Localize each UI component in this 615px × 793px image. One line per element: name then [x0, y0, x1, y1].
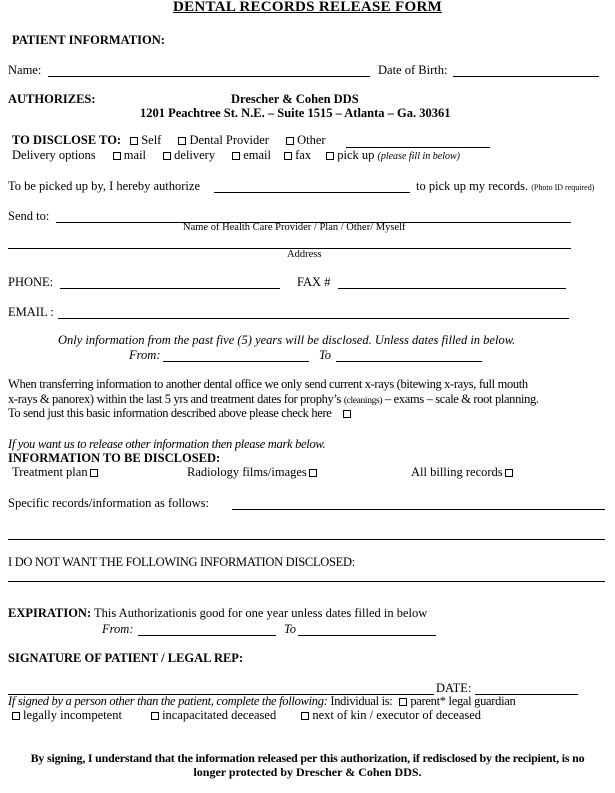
radiology-label: Radiology films/images — [187, 465, 307, 479]
fax-label: FAX # — [297, 275, 331, 289]
pickup-checkbox[interactable] — [326, 152, 334, 160]
email-checkbox[interactable] — [232, 152, 240, 160]
representative-row — [8, 694, 515, 708]
name-field[interactable] — [48, 62, 370, 77]
expiration-to-field[interactable] — [298, 621, 436, 636]
other-field[interactable] — [346, 133, 490, 148]
mail-checkbox[interactable] — [113, 152, 121, 160]
pickup-note: (please fill in below) — [377, 151, 460, 162]
transfer-line-2 — [8, 392, 539, 407]
notice-to-label: To — [319, 348, 332, 362]
basic-info-checkbox[interactable] — [343, 410, 351, 418]
billing-checkbox[interactable] — [505, 469, 513, 477]
address-caption: Address — [287, 249, 322, 260]
representative-row-2 — [10, 708, 481, 722]
send-to-label: Send to: — [8, 209, 50, 223]
practice-name: Drescher & Cohen DDS — [231, 92, 359, 106]
authorizes-label: AUTHORIZES: — [8, 92, 96, 106]
transfer-line-1: When transferring information to another dental office we only send current x-rays (bitewing x-rays, full mouth — [8, 377, 528, 391]
treatment-plan-checkbox[interactable] — [90, 469, 98, 477]
email-option-label: email — [243, 148, 271, 162]
mail-label: mail — [123, 148, 147, 162]
footer-line-1: By signing, I understand that the information released per this authorization, if redisclosed by the recipient, is no — [30, 751, 585, 765]
specific-records-field[interactable] — [232, 495, 605, 510]
disclose-row — [12, 133, 326, 147]
expiration-to-label: To — [284, 622, 297, 636]
incompetent-label: legally incompetent — [23, 708, 122, 722]
next-of-kin-checkbox[interactable] — [301, 712, 309, 720]
fax-checkbox[interactable] — [284, 152, 292, 160]
pickup-auth-before: To be picked up by, I hereby authorize — [8, 179, 200, 193]
name-label: Name: — [8, 63, 42, 77]
treatment-plan-label: Treatment plan — [12, 465, 88, 479]
delivery-option-label: delivery — [174, 148, 216, 162]
other-checkbox[interactable] — [286, 137, 294, 145]
dob-label: Date of Birth: — [378, 63, 448, 77]
radiology-checkbox[interactable] — [309, 469, 317, 477]
transfer-line-2a: x-rays & panorex) within the last 5 yrs and treatment dates for prophy’s — [8, 392, 342, 406]
deceased-checkbox[interactable] — [151, 712, 159, 720]
individual-label: Individual is: — [330, 694, 393, 708]
dental-provider-checkbox[interactable] — [178, 137, 186, 145]
signature-date-field[interactable] — [475, 680, 578, 695]
transfer-line-3 — [8, 406, 354, 420]
expiration-text: This Authorizationis good for one year unless dates filled in below — [94, 606, 428, 620]
phone-label: PHONE: — [8, 275, 54, 289]
delivery-checkbox[interactable] — [163, 152, 171, 160]
dental-provider-label: Dental Provider — [189, 133, 269, 147]
other-info-note: If you want us to release other information then please mark below. — [8, 437, 326, 451]
expiration-label: EXPIRATION: — [8, 606, 92, 620]
expiration-from-label: From: — [102, 622, 134, 636]
next-of-kin-label: next of kin / executor of deceased — [312, 708, 482, 722]
deceased-label: incapacitated deceased — [162, 708, 277, 722]
incompetent-checkbox[interactable] — [12, 712, 20, 720]
fax-option-label: fax — [295, 148, 312, 162]
pickup-auth-after: to pick up my records. — [416, 179, 529, 193]
other-signer-note: If signed by a person other than the patient, complete the following: — [8, 694, 328, 708]
delivery-label: Delivery options — [12, 148, 96, 162]
address-field[interactable] — [8, 234, 571, 249]
cleanings-note: (cleanings) — [343, 396, 383, 406]
info-disclosed-heading: INFORMATION TO BE DISCLOSED: — [8, 451, 221, 465]
disclose-label: TO DISCLOSE TO: — [12, 133, 122, 147]
notice-from-label: From: — [129, 348, 161, 362]
self-checkbox[interactable] — [130, 137, 138, 145]
patient-info-heading: PATIENT INFORMATION: — [12, 33, 165, 47]
expiration-from-field[interactable] — [138, 621, 276, 636]
practice-address: 1201 Peachtree St. N.E. – Suite 1515 – Atlanta – Ga. 30361 — [140, 106, 451, 120]
parent-checkbox[interactable] — [399, 698, 407, 706]
treatment-plan-option — [12, 465, 101, 479]
notice-from-field[interactable] — [163, 347, 309, 362]
photo-id-note: (Photo ID required) — [531, 183, 595, 192]
signature-label: SIGNATURE OF PATIENT / LEGAL REP: — [8, 651, 244, 665]
five-year-notice: Only information from the past five (5) years will be disclosed. Unless dates filled in below. — [58, 333, 516, 347]
billing-label: All billing records — [411, 465, 503, 479]
signature-field[interactable] — [8, 680, 434, 695]
basic-info-text: To send just this basic information described above please check here — [8, 406, 332, 420]
notice-to-field[interactable] — [336, 347, 482, 362]
transfer-line-2c: – exams – scale & root planning. — [384, 392, 539, 406]
send-to-caption: Name of Health Care Provider / Plan / Other/ Myself — [183, 222, 406, 233]
pickup-person-field[interactable] — [214, 178, 410, 193]
dob-field[interactable] — [453, 62, 599, 77]
specific-records-field-2[interactable] — [8, 525, 605, 540]
parent-label: parent* legal guardian — [410, 694, 516, 708]
email-label: EMAIL : — [8, 305, 54, 319]
phone-field[interactable] — [60, 274, 280, 289]
form-title: DENTAL RECORDS RELEASE FORM — [172, 0, 443, 15]
pickup-auth-after-row — [416, 179, 594, 193]
signature-date-label: DATE: — [436, 681, 472, 695]
radiology-option — [187, 465, 320, 479]
not-disclosed-label: I DO NOT WANT THE FOLLOWING INFORMATION DISCLOSED: — [8, 555, 355, 569]
pickup-label: pick up — [337, 148, 375, 162]
other-label: Other — [297, 133, 326, 147]
billing-option — [411, 465, 516, 479]
expiration-row — [8, 606, 427, 620]
fax-field[interactable] — [338, 274, 566, 289]
footer-line-2: longer protected by Drescher & Cohen DDS. — [193, 765, 422, 779]
send-to-field[interactable] — [56, 208, 571, 223]
specific-records-label: Specific records/information as follows: — [8, 496, 209, 510]
email-field[interactable] — [58, 304, 569, 319]
self-label: Self — [141, 133, 162, 147]
delivery-row — [12, 148, 460, 163]
not-disclosed-field[interactable] — [8, 567, 605, 582]
